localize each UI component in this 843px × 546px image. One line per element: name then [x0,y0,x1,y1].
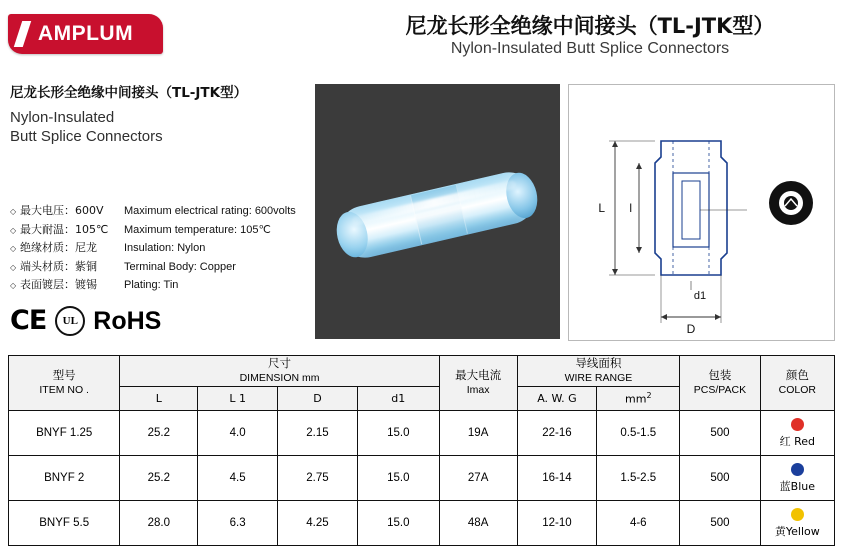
col-dim-D: D [278,387,358,411]
col-pack-cn: 包装 [708,368,732,382]
ce-mark-icon: CE [10,305,47,336]
col-dim-d1: d1 [357,387,439,411]
cell-color [760,456,834,501]
table-row [9,411,835,456]
cell-imax: 19A [439,411,517,456]
cell-dim-L1: 6.3 [198,501,278,546]
svg-text:D: D [686,322,696,336]
spec-label-en: Insulation: Nylon [124,242,206,254]
cell-wire-awg: 12-10 [517,501,597,546]
col-item-no [9,356,120,411]
cell-dim-L: 25.2 [120,456,198,501]
spec-item [10,202,305,221]
col-dim-L: L [120,387,198,411]
brand-logo [8,14,163,54]
spec-label-cn: 绝缘材质：尼龙 [20,241,97,254]
table-header [9,356,835,411]
cell-dim-d1: 15.0 [357,411,439,456]
spec-item [10,221,305,240]
cell-item-no: BNYF 1.25 [9,411,120,456]
cell-dim-d1: 15.0 [357,501,439,546]
table-header-row-1 [9,356,835,387]
certification-marks [10,306,161,336]
col-wire-range-en: WIRE RANGE [564,372,633,384]
ul-mark-icon: UL [55,306,85,336]
cell-dim-L: 28.0 [120,501,198,546]
col-imax-en: Imax [466,384,490,396]
color-swatch-icon [791,463,804,476]
bullet-icon: ◇ [10,262,17,272]
product-info-panel [10,84,305,344]
specification-table [8,355,835,546]
col-dim-L1: L 1 [198,387,278,411]
table-body [9,411,835,546]
cell-dim-d1: 15.0 [357,456,439,501]
spec-label-cn: 表面镀层：镀锡 [20,278,97,291]
cell-wire-mm2: 1.5-2.5 [597,456,680,501]
svg-text:d1: d1 [693,290,707,302]
cell-dim-L: 25.2 [120,411,198,456]
col-dimension-en: DIMENSION mm [239,372,320,384]
cell-imax: 27A [439,456,517,501]
spec-label-en: Terminal Body: Copper [124,260,236,273]
product-name-cn: 尼龙长形全绝缘中间接头（TL-JTK型） [10,85,248,101]
spec-item [10,258,305,277]
logo-text: AMPLUM [37,22,134,45]
col-color-en: COLOR [778,384,816,396]
col-color [760,356,834,411]
bullet-icon: ◇ [10,225,17,235]
page-title-cn: 尼龙长形全绝缘中间接头（TL-JTK型） [405,14,775,38]
color-swatch-icon [791,508,804,521]
spec-label-en: Maximum temperature: 105℃ [124,223,271,236]
col-wire-awg: A. W. G [517,387,597,411]
col-dimension-cn: 尺寸 [268,356,292,370]
bullet-icon: ◇ [10,207,17,216]
col-pack-en: PCS/PACK [693,384,747,396]
cell-pack: 500 [680,456,760,501]
color-label: 黄Yellow [774,524,820,538]
spec-label-en: Plating: Tin [124,279,179,291]
cell-wire-mm2: 4-6 [597,501,680,546]
table-row [9,456,835,501]
col-imax-cn: 最大电流 [455,368,502,382]
specification-list [10,202,305,295]
rohs-mark-icon: RoHS [93,307,162,335]
product-name-en [10,108,305,146]
product-name-en-line2: Butt Splice Connectors [10,128,163,145]
col-wire-range-cn: 导线面积 [575,356,622,370]
col-wire-range-group [517,356,680,387]
svg-text:L: L [598,201,605,215]
cell-wire-awg: 16-14 [517,456,597,501]
cell-dim-D: 2.75 [278,456,358,501]
page-title-en: Nylon-Insulated Butt Splice Connectors [450,40,730,57]
col-imax [439,356,517,411]
spec-item [10,239,305,258]
col-wire-mm2-sup: 2 [646,391,652,401]
product-photo [315,84,560,339]
table-row [9,501,835,546]
cell-item-no: BNYF 5.5 [9,501,120,546]
col-item-no-cn: 型号 [52,368,76,382]
col-color-cn: 颜色 [785,368,809,382]
cell-imax: 48A [439,501,517,546]
cell-pack: 500 [680,501,760,546]
col-item-no-en: ITEM NO . [39,384,89,396]
svg-text:l: l [629,201,632,215]
technical-drawing [568,84,835,341]
drawing-svg [569,85,832,338]
cell-wire-awg: 22-16 [517,411,597,456]
color-label: 蓝Blue [779,479,815,493]
spec-item [10,276,305,295]
cell-dim-D: 2.15 [278,411,358,456]
col-dimension-group [120,356,439,387]
cell-dim-D: 4.25 [278,501,358,546]
cell-wire-mm2: 0.5-1.5 [597,411,680,456]
cell-pack: 500 [680,411,760,456]
spec-label-cn: 最大电压：600V [20,204,104,217]
page-header [0,0,843,68]
col-pack [680,356,760,411]
spec-label-cn: 端头材质：紫铜 [20,259,97,273]
cell-color [760,501,834,546]
color-label: 红 Red [779,434,816,448]
col-wire-mm2 [597,387,680,411]
cell-dim-L1: 4.0 [198,411,278,456]
product-name-en-line1: Nylon-Insulated [10,109,115,126]
spec-label-cn: 最大耐温：105℃ [20,222,109,236]
connector-illustration [334,167,541,263]
col-wire-mm2-text: mm [625,392,647,406]
color-swatch-icon [791,418,804,431]
bullet-icon: ◇ [10,281,17,290]
cell-item-no: BNYF 2 [9,456,120,501]
cell-color [760,411,834,456]
bullet-icon: ◇ [10,244,17,253]
spec-label-en: Maximum electrical rating: 600volts [124,205,296,217]
cell-dim-L1: 4.5 [198,456,278,501]
